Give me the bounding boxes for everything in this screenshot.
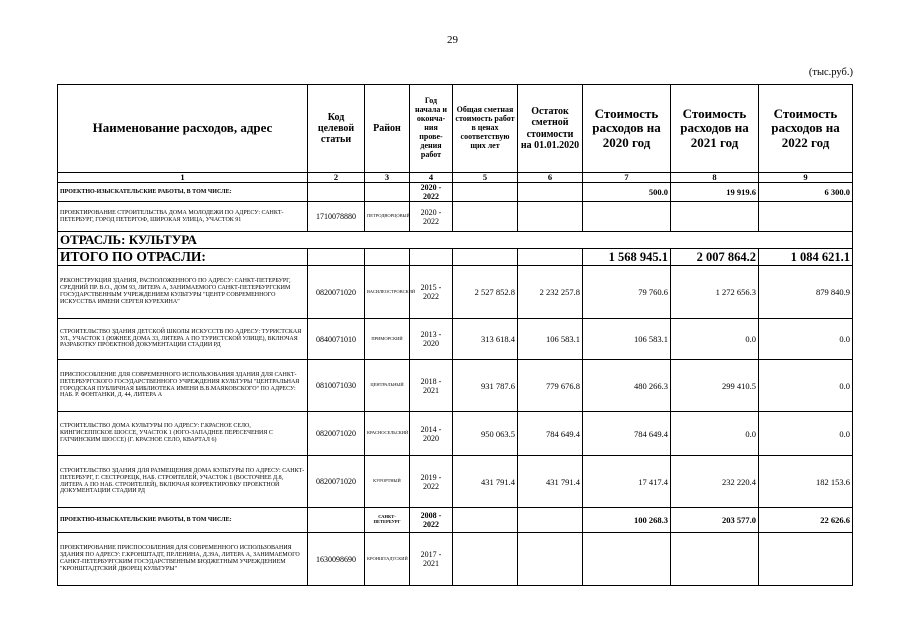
- total-cost-2021: 2 007 864.2: [671, 249, 759, 266]
- row-name: ПРОЕКТНО-ИЗЫСКАТЕЛЬСКИЕ РАБОТЫ, В ТОМ ЧИСЛЕ:: [58, 508, 308, 533]
- column-number: 8: [671, 173, 759, 183]
- row-name: СТРОИТЕЛЬСТВО ЗДАНИЯ ДЛЯ РАЗМЕЩЕНИЯ ДОМА КУЛЬТУРЫ ПО АДРЕСУ: САНКТ-ПЕТЕРБУРГ, Г. СЕСТРОРЕЦК, НАБ. СТРОИТЕЛЕЙ, УЧАСТОК 1 (ВОСТОЧНЕЕ Д.8, ЛИТЕРА А ПО НАБ. СТРОИТЕЛЕЙ), ВКЛЮЧАЯ КОРРЕКТИРОВКУ ПРОЕКТНОЙ ДОКУМЕНТАЦИИ СТАДИИ РД: [58, 456, 308, 508]
- row-years: 2018 - 2021: [410, 360, 453, 412]
- row-name: СТРОИТЕЛЬСТВО ЗДАНИЯ ДЕТСКОЙ ШКОЛЫ ИСКУССТВ ПО АДРЕСУ: ТУРИСТСКАЯ УЛ., УЧАСТОК 1 (ЮЖНЕЕ ДОМА 33, ЛИТЕРА А ПО ТУРИСТСКОЙ УЛИЦЕ), ВКЛЮЧАЯ РАЗРАБОТКУ ПРОЕКТНОЙ ДОКУМЕНТАЦИИ СТАДИИ РД: [58, 319, 308, 360]
- row-years: 2008 - 2022: [410, 508, 453, 533]
- row-code: 1630098690: [308, 533, 365, 586]
- row-total: [453, 533, 518, 586]
- header-cost-2022: Стоимость расходов на 2022 год: [759, 85, 853, 173]
- row-remaining: [518, 533, 583, 586]
- row-district: КУРОРТНЫЙ: [365, 456, 410, 508]
- header-code: Код целевой статьи: [308, 85, 365, 173]
- row-cost-2022: 6 300.0: [759, 183, 853, 202]
- table-row: [58, 533, 853, 586]
- row-name: РЕКОНСТРУКЦИЯ ЗДАНИЯ, РАСПОЛОЖЕННОГО ПО АДРЕСУ: САНКТ-ПЕТЕРБУРГ, СРЕДНИЙ ПР. В.О., ДОМ 93, ЛИТЕРА А, ЗАНИМАЕМОГО САНКТ-ПЕТЕРБУРГСКИМ ГОСУДАРСТВЕННЫМ УЧРЕЖДЕНИЕМ КУЛЬТУРЫ "ЦЕНТР СОВРЕМЕННОГО ИСКУССТВА ИМЕНИ СЕРГЕЯ КУРЕХИНА": [58, 266, 308, 319]
- row-name: ПРОЕКТИРОВАНИЕ СТРОИТЕЛЬСТВА ДОМА МОЛОДЕЖИ ПО АДРЕСУ: САНКТ-ПЕТЕРБУРГ, ГОРОД ПЕТЕРГОФ, ШИРОКАЯ УЛИЦА, УЧАСТОК 91: [58, 202, 308, 232]
- row-cost-2020: 79 760.6: [583, 266, 671, 319]
- row-remaining: [518, 508, 583, 533]
- row-cost-2020: [583, 202, 671, 232]
- empty-cell: [308, 249, 365, 266]
- column-number-row: [58, 173, 853, 183]
- unit-label: (тыс.руб.): [808, 67, 853, 78]
- row-years: 2019 - 2022: [410, 456, 453, 508]
- section-row: [58, 232, 853, 249]
- row-cost-2022: [759, 533, 853, 586]
- row-district: КРАСНОСЕЛЬСКИЙ: [365, 412, 410, 456]
- column-number: 9: [759, 173, 853, 183]
- row-years: 2020 - 2022: [410, 183, 453, 202]
- row-cost-2021: 0.0: [671, 412, 759, 456]
- row-name: СТРОИТЕЛЬСТВО ДОМА КУЛЬТУРЫ ПО АДРЕСУ: Г.КРАСНОЕ СЕЛО, КИНГИСЕППСКОЕ ШОССЕ, УЧАСТОК 1 (ЮГО-ЗАПАДНЕЕ ПЕРЕСЕЧЕНИЯ С ГАТЧИНСКИМ ШОССЕ) (Г. КРАСНОЕ СЕЛО, КВАРТАЛ 6): [58, 412, 308, 456]
- row-remaining: [518, 183, 583, 202]
- section-title: ОТРАСЛЬ: КУЛЬТУРА: [58, 232, 853, 249]
- row-name: ПРИСПОСОБЛЕНИЕ ДЛЯ СОВРЕМЕННОГО ИСПОЛЬЗОВАНИЯ ЗДАНИЯ ДЛЯ САНКТ-ПЕТЕРБУРГСКОГО ГОСУДАРСТВЕННОГО УЧРЕЖДЕНИЯ КУЛЬТУРЫ "ЦЕНТРАЛЬНАЯ ГОРОДСКАЯ ПУБЛИЧНАЯ БИБЛИОТЕКА ИМЕНИ В.В.МАЯКОВСКОГО" ПО АДРЕСУ: НАБ. Р. ФОНТАНКИ, Д. 44, ЛИТЕРА А: [58, 360, 308, 412]
- row-remaining: 431 791.4: [518, 456, 583, 508]
- table-row: [58, 319, 853, 360]
- row-cost-2021: [671, 533, 759, 586]
- table-row: [58, 508, 853, 533]
- table-row: [58, 412, 853, 456]
- row-cost-2022: 0.0: [759, 360, 853, 412]
- row-years: 2013 - 2020: [410, 319, 453, 360]
- row-code: 1710078880: [308, 202, 365, 232]
- row-code: 0810071030: [308, 360, 365, 412]
- row-cost-2021: 19 919.6: [671, 183, 759, 202]
- row-total: [453, 183, 518, 202]
- row-remaining: 779 676.8: [518, 360, 583, 412]
- row-code: 0820071020: [308, 266, 365, 319]
- row-code: [308, 183, 365, 202]
- row-total: 2 527 852.8: [453, 266, 518, 319]
- row-cost-2022: 0.0: [759, 412, 853, 456]
- row-cost-2021: 203 577.0: [671, 508, 759, 533]
- row-cost-2020: 17 417.4: [583, 456, 671, 508]
- row-years: 2020 - 2022: [410, 202, 453, 232]
- row-district: ЦЕНТРАЛЬНЫЙ: [365, 360, 410, 412]
- row-cost-2021: 232 220.4: [671, 456, 759, 508]
- row-total: 313 618.4: [453, 319, 518, 360]
- row-code: [308, 508, 365, 533]
- row-district: ПРИМОРСКИЙ: [365, 319, 410, 360]
- row-district: ВАСИЛЕОСТРОВСКИЙ: [365, 266, 410, 319]
- row-total: 931 787.6: [453, 360, 518, 412]
- row-district: ПЕТРОДВОРЦОВЫЙ: [365, 202, 410, 232]
- expenses-table: [57, 84, 853, 586]
- row-district: КРОНШТАДТСКИЙ: [365, 533, 410, 586]
- column-number: 7: [583, 173, 671, 183]
- total-cost-2020: 1 568 945.1: [583, 249, 671, 266]
- row-cost-2022: 182 153.6: [759, 456, 853, 508]
- total-title: ИТОГО ПО ОТРАСЛИ:: [58, 249, 308, 266]
- column-number: 1: [58, 173, 308, 183]
- total-cost-2022: 1 084 621.1: [759, 249, 853, 266]
- header-cost-2020: Стоимость расходов на 2020 год: [583, 85, 671, 173]
- row-cost-2020: 784 649.4: [583, 412, 671, 456]
- header-row: [58, 85, 853, 173]
- table-row: [58, 202, 853, 232]
- header-district: Район: [365, 85, 410, 173]
- empty-cell: [518, 249, 583, 266]
- row-code: 0840071010: [308, 319, 365, 360]
- header-remaining: Остаток сметной стоимости на 01.01.2020: [518, 85, 583, 173]
- empty-cell: [410, 249, 453, 266]
- row-years: 2015 - 2022: [410, 266, 453, 319]
- row-cost-2020: 100 268.3: [583, 508, 671, 533]
- header-cost-2021: Стоимость расходов на 2021 год: [671, 85, 759, 173]
- row-cost-2022: 879 840.9: [759, 266, 853, 319]
- empty-cell: [365, 249, 410, 266]
- page-number: 29: [447, 34, 458, 46]
- row-district: [365, 183, 410, 202]
- column-number: 3: [365, 173, 410, 183]
- row-cost-2022: [759, 202, 853, 232]
- column-number: 4: [410, 173, 453, 183]
- row-total: [453, 202, 518, 232]
- row-cost-2020: 106 583.1: [583, 319, 671, 360]
- column-number: 5: [453, 173, 518, 183]
- row-years: 2014 - 2020: [410, 412, 453, 456]
- empty-cell: [453, 249, 518, 266]
- header-years: Год начала и оконча-ния прове-дения работ: [410, 85, 453, 173]
- row-total: 950 063.5: [453, 412, 518, 456]
- table-row: [58, 266, 853, 319]
- header-name: Наименование расходов, адрес: [58, 85, 308, 173]
- row-cost-2020: 480 266.3: [583, 360, 671, 412]
- row-cost-2021: 1 272 656.3: [671, 266, 759, 319]
- row-remaining: 2 232 257.8: [518, 266, 583, 319]
- column-number: 2: [308, 173, 365, 183]
- total-row: [58, 249, 853, 266]
- row-code: 0820071020: [308, 412, 365, 456]
- row-name: ПРОЕКТНО-ИЗЫСКАТЕЛЬСКИЕ РАБОТЫ, В ТОМ ЧИСЛЕ:: [58, 183, 308, 202]
- row-district: САНКТ-ПЕТЕРБУРГ: [365, 508, 410, 533]
- row-name: ПРОЕКТИРОВАНИЕ ПРИСПОСОБЛЕНИЯ ДЛЯ СОВРЕМЕННОГО ИСПОЛЬЗОВАНИЯ ЗДАНИЯ ПО АДРЕСУ: Г.КРОНШТАДТ, ПР.ЛЕНИНА, Д.39А, ЛИТЕРА А, ЗАНИМАЕМОГО САНКТ-ПЕТЕРБУРГСКИМ ГОСУДАРСТВЕННЫМ БЮДЖЕТНЫМ УЧРЕЖДЕНИЕМ "КРОНШТАДТСКИЙ ДВОРЕЦ КУЛЬТУРЫ": [58, 533, 308, 586]
- header-total-cost: Общая сметная стоимость работ в ценах соответствую щих лет: [453, 85, 518, 173]
- row-remaining: 106 583.1: [518, 319, 583, 360]
- row-cost-2020: [583, 533, 671, 586]
- table-row: [58, 360, 853, 412]
- column-number: 6: [518, 173, 583, 183]
- table-row: [58, 456, 853, 508]
- row-cost-2021: [671, 202, 759, 232]
- row-cost-2021: 0.0: [671, 319, 759, 360]
- row-total: 431 791.4: [453, 456, 518, 508]
- row-remaining: 784 649.4: [518, 412, 583, 456]
- table-row: [58, 183, 853, 202]
- row-total: [453, 508, 518, 533]
- row-years: 2017 - 2021: [410, 533, 453, 586]
- row-cost-2022: 0.0: [759, 319, 853, 360]
- row-remaining: [518, 202, 583, 232]
- row-cost-2021: 299 410.5: [671, 360, 759, 412]
- row-code: 0820071020: [308, 456, 365, 508]
- row-cost-2022: 22 626.6: [759, 508, 853, 533]
- row-cost-2020: 500.0: [583, 183, 671, 202]
